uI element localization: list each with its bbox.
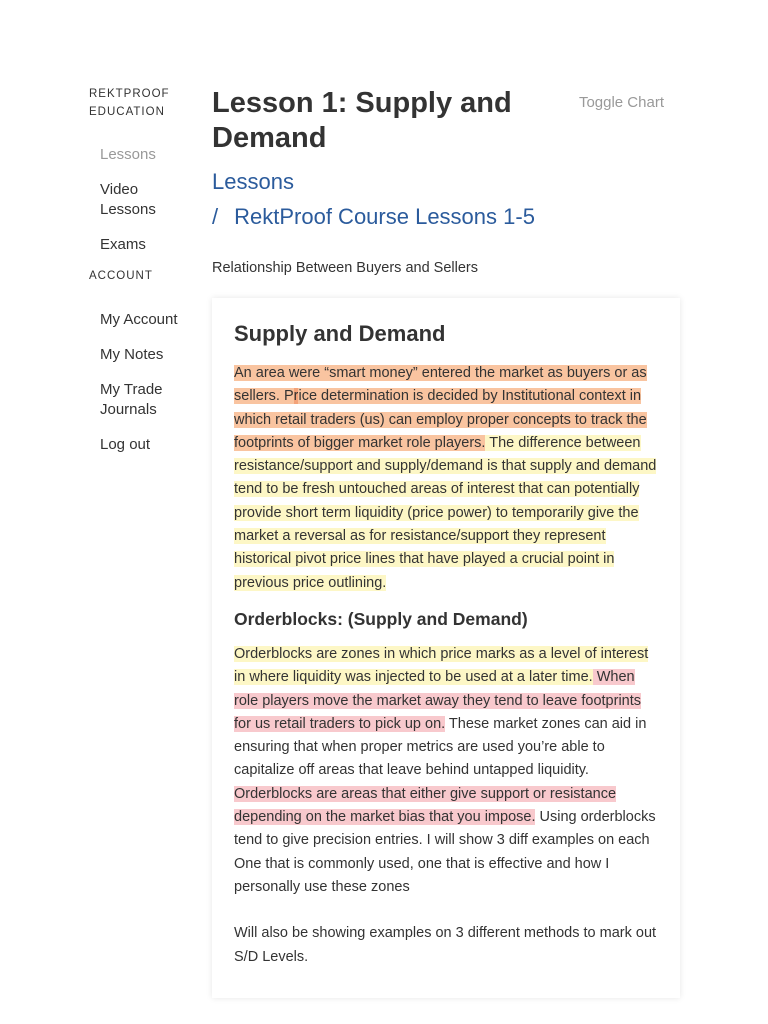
highlight-yellow[interactable]: The difference between resistance/support and supply/demand is that supply and demand tend to be fresh untouched areas of interest that can potentially provide short term liquidity (price power) to temporarily give the market a reversal as for resistance/support they represent historical pivot price lines that have played a crucial point in previous price outlining. [234,434,657,591]
breadcrumb-course-link[interactable]: RektProof Course Lessons 1-5 [234,204,535,229]
title-row [212,86,682,156]
paragraph-supply-demand [234,362,658,595]
paragraph-methods: Will also be showing examples on 3 different methods to mark out S/D Levels. [234,925,657,965]
section-heading-orderblocks: Orderblocks: (Supply and Demand) [234,608,528,629]
toggle-chart-button[interactable]: Toggle Chart [578,94,664,111]
highlight-orange[interactable]: An area were “smart money” entered the market as buyers or as sellers. P [234,365,647,405]
highlight-pink[interactable]: When role players move the market away they tend to leave footprints for us retail traders to pick up on. [234,669,642,732]
sidebar-item-log-out[interactable]: Log out [100,436,151,453]
sidebar-item-my-account[interactable]: My Account [100,311,178,328]
breadcrumb-separator: / [212,204,219,229]
sidebar-item-lessons[interactable]: Lessons [100,146,156,163]
highlight-dark[interactable]: r [293,388,299,405]
section-heading-supply-demand: Supply and Demand [234,321,446,346]
main-content [212,86,682,276]
sidebar-item-video-lessons[interactable]: Video Lessons [100,181,156,218]
education-nav [89,145,179,255]
sidebar-item-my-trade-journals[interactable]: My Trade Journals [100,381,163,418]
breadcrumb [212,164,682,234]
breadcrumb-lessons-link[interactable]: Lessons [212,169,294,194]
sidebar [89,85,179,470]
highlight-yellow[interactable]: Orderblocks are zones in which price marks as a level of interest in where liquidity was injected to be used at a later time. [234,645,649,686]
sidebar-item-my-notes[interactable]: My Notes [100,346,164,363]
sidebar-item-exams[interactable]: Exams [100,236,146,253]
highlight-pink[interactable]: Orderblocks are areas that either give support or resistance depending on the market bias that you impose. [234,785,617,826]
lesson-subtitle: Relationship Between Buyers and Sellers [212,260,478,276]
plain-text: Using orderblocks tend to give precision entries. I will show 3 diff examples on each One that is commonly used, one that is effective and how I personally use these zones [234,809,656,895]
account-nav [89,310,179,455]
paragraph-orderblocks [234,643,658,899]
plain-text: These market zones can aid in ensuring that when proper metrics are used you’re able to capitalize off areas that leave behind untapped liquidity. [234,715,647,779]
account-section-label: ACCOUNT [89,270,153,282]
page-title: Lesson 1: Supply and Demand [212,87,512,154]
highlight-orange[interactable]: ice determination is decided by Institutional context in which retail traders (us) can employ proper concepts to track the footprints of bigger market role players. [234,388,647,451]
brand-label: REKTPROOF EDUCATION [89,88,170,118]
lesson-content-card [212,298,680,998]
